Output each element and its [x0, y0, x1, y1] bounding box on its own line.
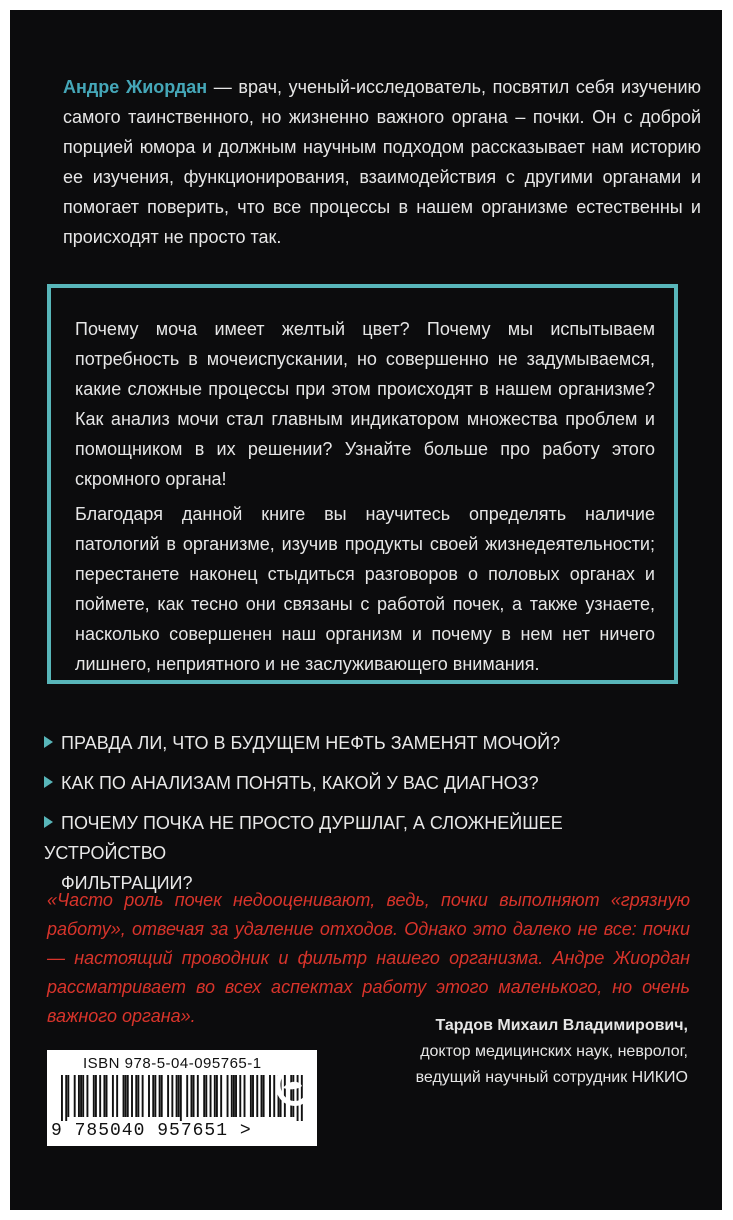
reviewer-title-1: доктор медицинских наук, невролог,: [420, 1043, 688, 1060]
reviewer-title-2: ведущий научный сотрудник НИКИО: [415, 1069, 688, 1086]
barcode-digits: 9 785040 957651 >: [51, 1121, 252, 1141]
question-item-3: [44, 808, 684, 898]
triangle-bullet-icon: [44, 776, 53, 788]
author-name: Андре Жиордан: [63, 77, 208, 97]
author-intro: [63, 72, 701, 252]
description-box: [47, 284, 678, 684]
triangle-bullet-icon: [44, 816, 53, 828]
description-paragraph-2: Благодаря данной книге вы научитесь определять наличие патологий в организме, изучив продукты своей жизнедеятельности; перестанете наконец стыдиться разговоров о половых органах и поймете, как тесно они связаны с работой почек, а также узнаете, насколько совершенен наш организм и почему в нем нет ничего лишнего, неприятного и не заслуживающего внимания.: [75, 504, 655, 674]
description-paragraph-1: Почему моча имеет желтый цвет? Почему мы испытываем потребность в мочеиспускании, но совершенно не задумываемся, какие сложные процессы при этом происходят в нашем организме? Как анализ мочи стал главным индикатором множества проблем и помощником в их решении? Узнайте больше про работу этого скромного органа!: [75, 319, 655, 489]
question-text: ПОЧЕМУ ПОЧКА НЕ ПРОСТО ДУРШЛАГ, А СЛОЖНЕЙШЕЕ УСТРОЙСТВО: [44, 813, 563, 863]
book-back-cover: [10, 10, 722, 1210]
intro-text: — врач, ученый-исследователь, посвятил себя изучению самого таинственного, но жизненно важного органа – почки. Он с доброй порцией юмора и должным научным подходом рассказывает нам историю ее изучения, функционирования, взаимодействия с другими органами и помогает поверить, что все процессы в нашем организме естественны и происходят не просто так.: [63, 77, 701, 247]
question-item-2: [44, 768, 684, 798]
reviewer-name: Тардов Михаил Владимирович,: [435, 1017, 688, 1034]
question-item-1: [44, 728, 684, 758]
review-quote: «Часто роль почек недооценивают, ведь, почки выполняют «грязную работу», отвечая за удаление отходов. Однако это далеко не все: почки — настоящий проводник и фильтр нашего организма. Андре Жиордан рассматривает во всех аспектах работу этого маленького, но очень важного органа».: [47, 890, 690, 1026]
eksmo-logo-icon: [273, 1062, 309, 1114]
question-text-continued: ФИЛЬТРАЦИИ?: [61, 873, 193, 893]
isbn-label: ISBN 978-5-04-095765-1: [83, 1055, 262, 1072]
question-text: КАК ПО АНАЛИЗАМ ПОНЯТЬ, КАКОЙ У ВАС ДИАГНОЗ?: [61, 773, 539, 793]
barcode-bars-icon: [61, 1075, 303, 1121]
question-text: ПРАВДА ЛИ, ЧТО В БУДУЩЕМ НЕФТЬ ЗАМЕНЯТ МОЧОЙ?: [61, 733, 561, 753]
triangle-bullet-icon: [44, 736, 53, 748]
reviewer-signature: [288, 1013, 688, 1091]
